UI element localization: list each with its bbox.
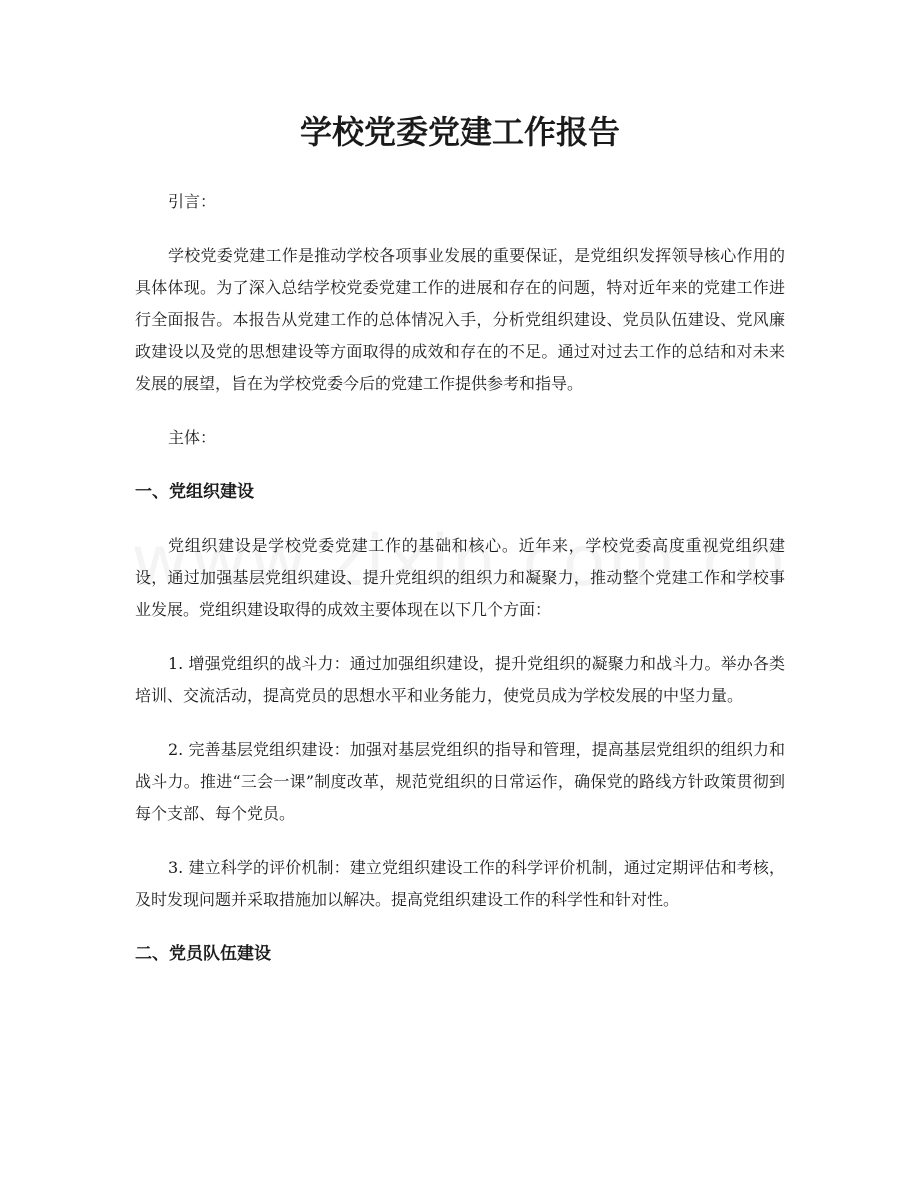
section-heading-1: 一、党组织建设 — [135, 482, 254, 502]
document-body — [135, 186, 785, 970]
section-1-item-3: 3. 建立科学的评价机制：建立党组织建设工作的科学评价机制，通过定期评估和考核，及时发现问题并采取措施加以解决。提高党组织建设工作的科学性和针对性。 — [135, 858, 785, 909]
document-title: 学校党委党建工作报告 — [299, 113, 620, 151]
intro-label: 引言： — [168, 192, 217, 211]
section-1-item-1: 1. 增强党组织的战斗力：通过加强组织建设，提升党组织的凝聚力和战斗力。举办各类培训、交流活动，提高党员的思想水平和业务能力，使党员成为学校发展的中坚力量。 — [135, 654, 785, 705]
section-heading-2: 二、党员队伍建设 — [135, 944, 271, 964]
section-1-paragraph: 党组织建设是学校党委党建工作的基础和核心。近年来，学校党委高度重视党组织建设，通过加强基层党组织建设、提升党组织的组织力和凝聚力，推动整个党建工作和学校事业发展。党组织建设取得的成效主要体现在以下几个方面： — [135, 536, 785, 619]
section-1-item-2: 2. 完善基层党组织建设：加强对基层党组织的指导和管理，提高基层党组织的组织力和战斗力。推进“三会一课”制度改革，规范党组织的日常运作，确保党的路线方针政策贯彻到每个支部、每个党员。 — [135, 740, 785, 823]
intro-paragraph: 学校党委党建工作是推动学校各项事业发展的重要保证，是党组织发挥领导核心作用的具体体现。为了深入总结学校党委党建工作的进展和存在的问题，特对近年来的党建工作进行全面报告。本报告从党建工作的总体情况入手，分析党组织建设、党员队伍建设、党风廉政建设以及党的思想建设等方面取得的成效和存在的不足。通过对过去工作的总结和对未来发展的展望，旨在为学校党委今后的党建工作提供参考和指导。 — [135, 246, 785, 393]
body-label: 主体： — [168, 428, 217, 447]
